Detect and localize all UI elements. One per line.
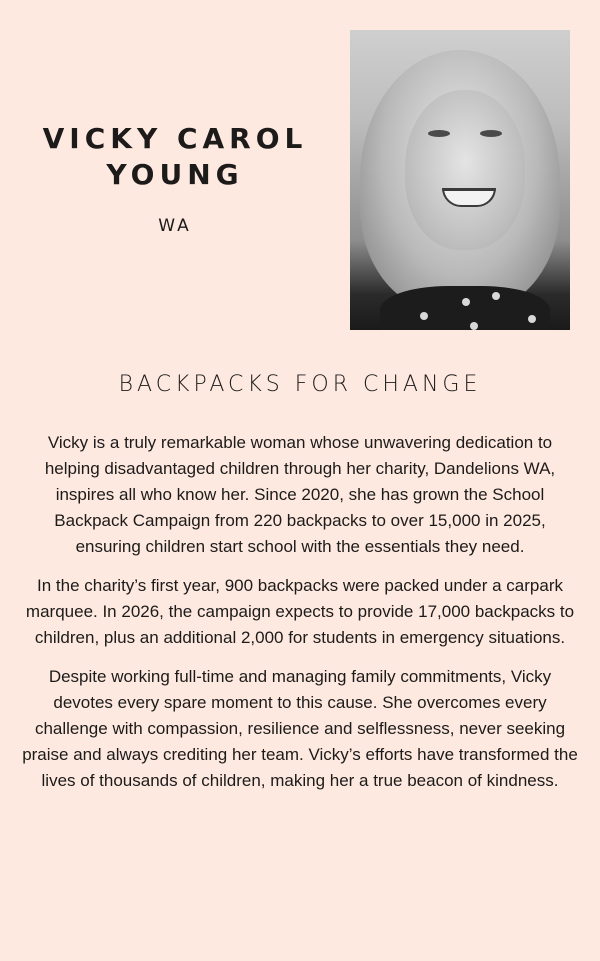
paragraph: Vicky is a truly remarkable woman whose unwavering dedication to helping disadvantaged children through her charity, Dandelions WA, inspires all who know her. Since 2020, she has grown the School Backpack Campaign from 220 backpacks to over 15,000 in 2025, ensuring children start school with the essentials they need. bbox=[44, 433, 556, 556]
article-body bbox=[20, 430, 580, 807]
photo-flower bbox=[420, 312, 428, 320]
person-name: VICKY CAROL YOUNG bbox=[42, 122, 308, 191]
person-state: WA bbox=[158, 216, 192, 236]
photo-flower bbox=[462, 298, 470, 306]
section-title: BACKPACKS FOR CHANGE bbox=[118, 372, 482, 397]
photo-flower bbox=[470, 322, 478, 330]
photo-face bbox=[405, 90, 525, 250]
photo-eye-right bbox=[480, 130, 502, 137]
photo-flower bbox=[528, 315, 536, 323]
paragraph: Despite working full-time and managing family commitments, Vicky devotes every spare moment to this cause. She overcomes every challenge with compassion, resilience and selflessness, never seeking praise and always crediting her team. Vicky’s efforts have transformed the lives of thousands of children, making her a true beacon of kindness. bbox=[22, 667, 578, 790]
photo-flower bbox=[492, 292, 500, 300]
photo-eye-left bbox=[428, 130, 450, 137]
paragraph: In the charity’s first year, 900 backpacks were packed under a carpark marquee. In 2026, the campaign expects to provide 17,000 backpacks to children, plus an additional 2,000 for students in emergency situations. bbox=[25, 576, 575, 647]
portrait-photo bbox=[350, 30, 570, 330]
photo-floral-top bbox=[380, 286, 550, 330]
profile-header bbox=[0, 0, 600, 340]
